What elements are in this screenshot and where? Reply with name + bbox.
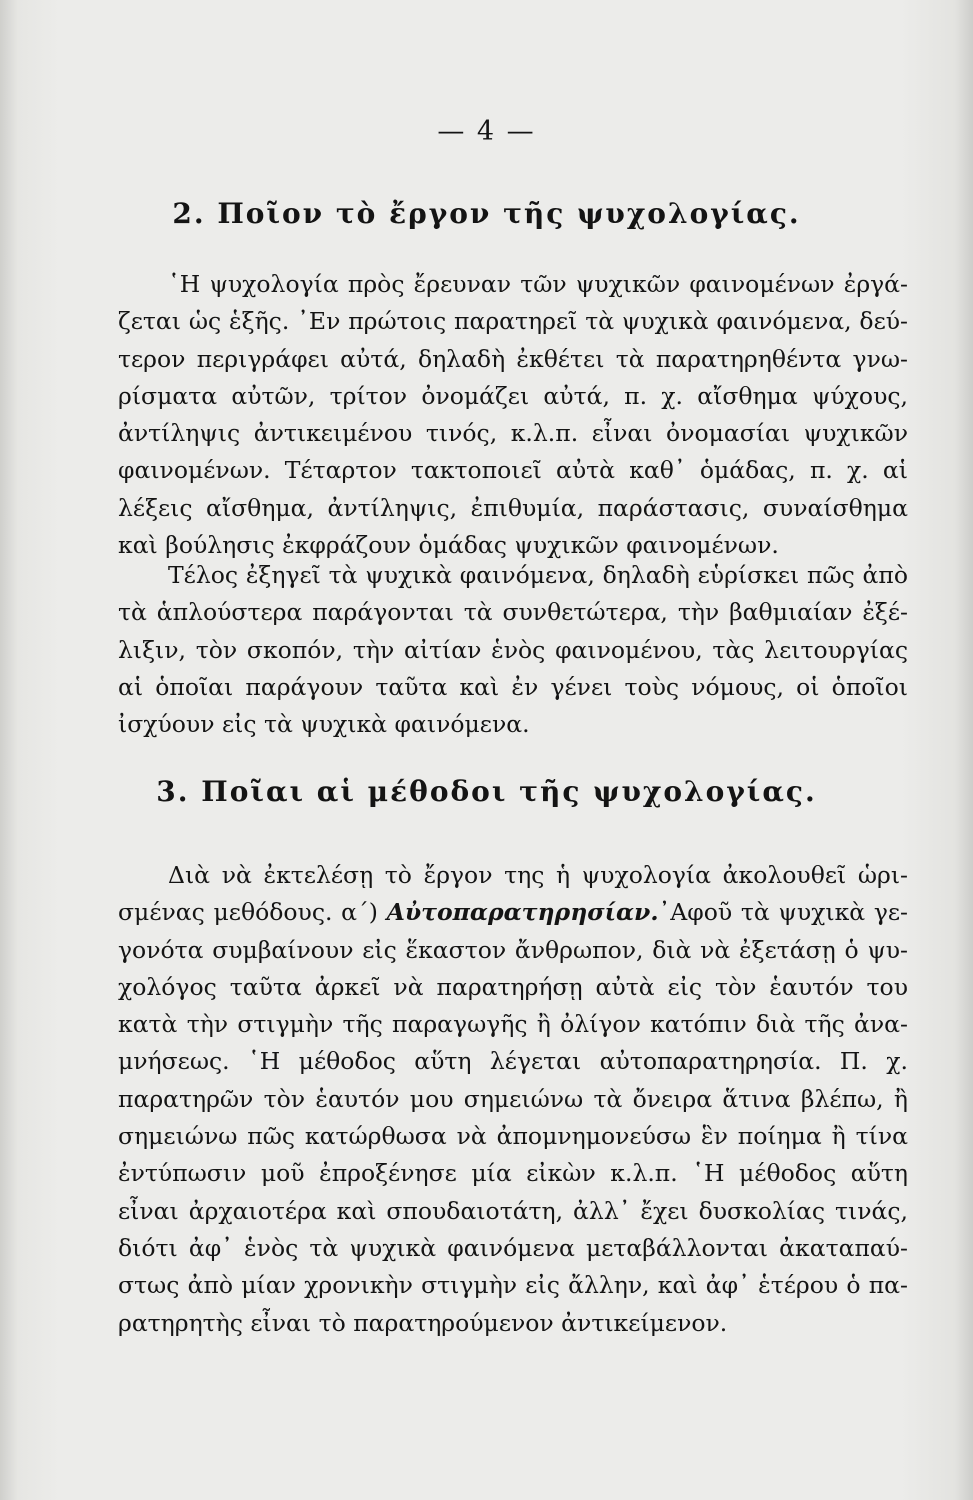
- paragraph-methods: [118, 857, 908, 1342]
- text-line: διότι ἀφ᾿ ἑνὸς τὰ ψυχικὰ φαινόμενα μεταβάλλονται ἀκαταπαύ-: [118, 1233, 908, 1262]
- text-line: λέξεις αἴσθημα, ἀντίληψις, ἐπιθυμία, παράστασις, συναίσθημα: [118, 493, 908, 522]
- text-segment: ᾿Αφοῦ τὰ ψυχικὰ γε-: [658, 898, 908, 927]
- text-line: σημειώνω πῶς κατώρθωσα νὰ ἀπομνημονεύσω ἓν ποίημα ἢ τίνα: [118, 1122, 908, 1151]
- text-line: στως ἀπὸ μίαν χρονικὴν στιγμὴν εἰς ἄλλην, καὶ ἀφ᾿ ἑτέρου ὁ πα-: [118, 1271, 908, 1300]
- paragraph-explanation: [118, 557, 908, 743]
- text-line: ρίσματα αὐτῶν, τρίτον ὀνομάζει αὐτά, π. χ. αἴσθημα ψύχους,: [118, 381, 908, 410]
- text-line: ῾Η ψυχολογία πρὸς ἔρευναν τῶν ψυχικῶν φαινομένων ἐργά-: [168, 270, 908, 298]
- page-number: — 4 —: [437, 116, 536, 147]
- text-line: γονότα συμβαίνουν εἰς ἕκαστον ἄνθρωπον, διὰ νὰ ἐξετάσῃ ὁ ψυ-: [118, 935, 908, 964]
- text-line: τὰ ἁπλούστερα παράγονται τὰ συνθετώτερα, τὴν βαθμιαίαν ἐξέ-: [118, 598, 908, 627]
- text-line: ἀντίληψις ἀντικειμένου τινός, κ.λ.π. εἶναι ὀνομασίαι ψυχικῶν: [118, 419, 908, 448]
- text-line: τερον περιγράφει αὐτά, δηλαδὴ ἐκθέτει τὰ παρατηρηθέντα γνω-: [118, 344, 908, 373]
- text-line-with-emphasis: [118, 894, 908, 931]
- text-segment: σμένας μεθόδους. α΄): [118, 898, 378, 927]
- text-line: Διὰ νὰ ἐκτελέσῃ τὸ ἔργον της ἡ ψυχολογία ἀκολουθεῖ ὡρι-: [168, 861, 908, 889]
- text-line: αἱ ὁποῖαι παράγουν ταῦτα καὶ ἐν γένει τοὺς νόμους, οἱ ὁποῖοι: [118, 672, 908, 701]
- text-line: Τέλος ἐξηγεῖ τὰ ψυχικὰ φαινόμενα, δηλαδὴ εὑρίσκει πῶς ἀπὸ: [168, 561, 908, 589]
- text-line: ρατηρητὴς εἶναι τὸ παρατηρούμενον ἀντικείμενον.: [118, 1308, 728, 1337]
- text-line: ἰσχύουν εἰς τὰ ψυχικὰ φαινόμενα.: [118, 710, 530, 739]
- text-line: χολόγος ταῦτα ἀρκεῖ νὰ παρατηρήσῃ αὐτὰ εἰς τὸν ἑαυτόν του: [118, 972, 908, 1001]
- text-line: παρατηρῶν τὸν ἑαυτόν μου σημειώνω τὰ ὄνειρα ἅτινα βλέπω, ἢ: [118, 1084, 908, 1113]
- text-line: μνήσεως. ῾Η μέθοδος αὕτη λέγεται αὐτοπαρατηρησία. Π. χ.: [118, 1047, 908, 1076]
- text-line: εἶναι ἀρχαιοτέρα καὶ σπουδαιοτάτη, ἀλλ᾿ ἔχει δυσκολίας τινάς,: [118, 1196, 908, 1225]
- text-line: φαινομένων. Τέταρτον τακτοποιεῖ αὐτὰ καθ᾿ ὁμάδας, π. χ. αἱ: [118, 456, 908, 485]
- text-line: καὶ βούλησις ἐκφράζουν ὁμάδας ψυχικῶν φαινομένων.: [118, 531, 779, 560]
- section-heading-2: 2. Ποῖον τὸ ἔργον τῆς ψυχολογίας.: [172, 197, 801, 230]
- emphasized-term: Αὐτοπαρατηρησίαν.: [386, 898, 659, 927]
- text-line: κατὰ τὴν στιγμὴν τῆς παραγωγῆς ἢ ὀλίγον κατόπιν διὰ τῆς ἀνα-: [118, 1010, 908, 1039]
- section-heading-3: 3. Ποῖαι αἱ μέθοδοι τῆς ψυχολογίας.: [156, 775, 817, 808]
- text-line: ἐντύπωσιν μοῦ ἐπροξένησε μία εἰκὼν κ.λ.π. ῾Η μέθοδος αὕτη: [118, 1159, 908, 1188]
- text-line: λιξιν, τὸν σκοπόν, τὴν αἰτίαν ἑνὸς φαινομένου, τὰς λειτουργίας: [118, 635, 908, 664]
- paragraph-work-of-psychology: [118, 266, 908, 564]
- text-line: ζεται ὡς ἑξῆς. ᾿Εν πρώτοις παρατηρεῖ τὰ ψυχικὰ φαινόμενα, δεύ-: [118, 307, 908, 336]
